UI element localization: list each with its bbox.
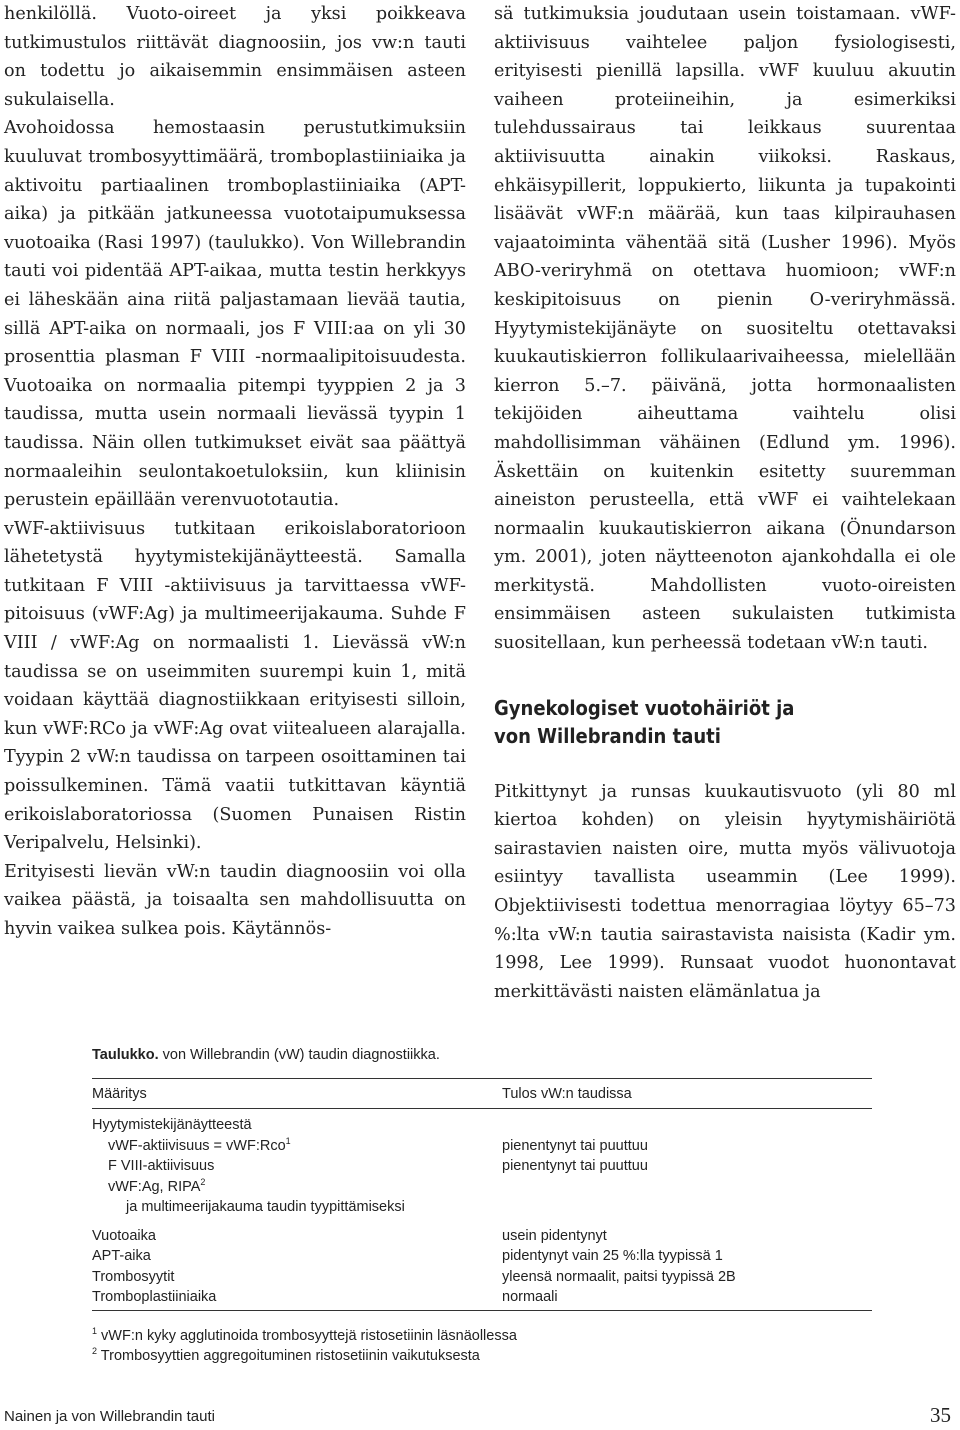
table-cell: pienentynyt tai puuttuu (502, 1138, 648, 1154)
table-cell: Tromboplastiiniaika (92, 1289, 217, 1305)
table-cell: ja multimeerijakauma taudin tyypittämiseksi (126, 1199, 405, 1215)
section-heading-line-1: Gynekologiset vuotohäiriöt ja (494, 695, 795, 720)
table-row (92, 1267, 872, 1288)
table-cell: pidentynyt vain 25 %:lla tyypissä 1 (502, 1248, 723, 1264)
table-cell-text: vWF:Ag, RIPA (108, 1179, 201, 1195)
footnote-marker: 1 (285, 1136, 291, 1146)
table-footnotes (92, 1326, 517, 1366)
table-cell: normaali (502, 1289, 558, 1305)
table-cell (108, 1177, 205, 1198)
left-text-column (4, 0, 466, 944)
footnote-marker: 2 (200, 1177, 206, 1187)
table-caption-label: Taulukko. (92, 1047, 159, 1063)
table-top-rule (92, 1078, 872, 1079)
footnote-marker: 1 (92, 1326, 98, 1336)
paragraph: vWF-aktiivisuus tutkitaan erikoislaboratorioon lähetetystä hyytymistekijänäytteestä. Samalla tutkitaan F VIII -aktiivisuus ja tarvittaessa vWF-pitoisuus (vWF:Ag) ja multimeerijakauma. Suhde F VIII / vWF:Ag on normaalisti 1. Lievässä vW:n taudissa se on useimmiten suurempi kuin 1, mitä voidaan käyttää diagnostiikkaan erityisesti silloin, kun vWF:RCo ja vWF:Ag ovat viitealueen alarajalla. Tyypin 2 vW:n taudissa on tarpeen osoittaminen tai poissulkeminen. Tämä vaatii tutkittavan käyntiä erikoislaboratoriossa (Suomen Punaisen Ristin Veripalvelu, Helsinki). (4, 518, 466, 854)
table-header-rule (92, 1108, 872, 1109)
table-cell: Trombosyytit (92, 1269, 175, 1285)
table-cell: APT-aika (92, 1248, 151, 1264)
page-number: 35 (930, 1403, 951, 1427)
section-heading-line-2: von Willebrandin tauti (494, 723, 721, 748)
footnote-text: Trombosyyttien aggregoituminen ristosetiinin vaikutuksesta (100, 1348, 480, 1364)
table-cell (108, 1136, 291, 1157)
footnote (92, 1326, 517, 1346)
table-cell: usein pidentynyt (502, 1228, 607, 1244)
table-header-row (92, 1084, 872, 1105)
footnote-marker: 2 (92, 1346, 98, 1356)
table-cell: yleensä normaalit, paitsi tyypissä 2B (502, 1269, 736, 1285)
footnote-text: vWF:n kyky agglutinoida trombosyyttejä ristosetiinin läsnäollessa (101, 1328, 517, 1344)
footnote (92, 1346, 517, 1366)
table-row (92, 1226, 872, 1247)
table-row (92, 1156, 872, 1177)
table-header-col1: Määritys (92, 1086, 147, 1102)
table-header-col2: Tulos vW:n taudissa (502, 1086, 632, 1102)
paragraph: henkilöllä. Vuoto-oireet ja yksi poikkeava tutkimustulos riittävät diagnoosiin, jos vw:n tauti on todettu jo aikaisemmin ensimmäisen asteen sukulaisella. (4, 4, 466, 110)
table-row (92, 1115, 872, 1136)
table-caption-text: von Willebrandin (vW) taudin diagnostiikka. (162, 1047, 440, 1063)
table-row (92, 1197, 872, 1218)
table-caption (92, 1047, 440, 1063)
running-title: Nainen ja von Willebrandin tauti (4, 1408, 215, 1425)
table-row (92, 1177, 872, 1198)
table-row (92, 1287, 872, 1308)
table-row (92, 1246, 872, 1267)
table-cell: Hyytymistekijänäytteestä (92, 1117, 252, 1133)
paragraph: Pitkittynyt ja runsas kuukautisvuoto (yli 80 ml kiertoa kohden) on yleisin hyytymishäiriötä sairastavien naisten oire, mutta myös välivuotoja esiintyy tavallista useammin (Lee 1999). Objektiivisesti todettua menorragiaa löytyy 65–73 %:lta vW:n tautia sairastavista naisista (Kadir ym. 1998, Lee 1999). Runsaat vuodot huonontavat merkittävästi naisten elämänlatua ja (494, 781, 956, 1002)
table-cell: F VIII-aktiivisuus (108, 1158, 215, 1174)
paragraph: Erityisesti lievän vW:n taudin diagnoosiin voi olla vaikea päästä, ja toisaalta sen mahdollisuutta on hyvin vaikea sulkea pois. Käytännös- (4, 861, 466, 939)
table-cell: pienentynyt tai puuttuu (502, 1158, 648, 1174)
paragraph: sä tutkimuksia joudutaan usein toistamaan. vWF-aktiivisuus vaihtelee paljon fysiologisesti, erityisesti pienillä lapsilla. vWF kuuluu akuutin vaiheen proteiineihin, ja esimerkiksi tulehdussairaus tai leikkaus suurentaa aktiivisuutta ainakin viikoksi. Raskaus, ehkäisypillerit, loppukierto, liikunta ja tupakointi lisäävät vWF:n määrää, kun taas kilpirauhasen vajaatoiminta vähentää sitä (Lusher 1996). Myös ABO-veriryhmä on otettava huomioon; vWF:n keskipitoisuus on pienin O-veriryhmässä. Hyytymistekijänäyte on suositeltu otettavaksi kuukautiskierron follikulaarivaiheessa, mielellään kierron 5.–7. päivänä, jotta hormonaalisten tekijöiden aiheuttama vaihtelu olisi mahdollisimman vähäinen (Edlund ym. 1996). Äskettäin on kuitenkin esitetty suuremman aineiston perusteella, että vWF ei vaihtelekaan normaalin kuukautiskierron aikana (Önundarson ym. 2001), joten näytteenoton ajankohdalla ei ole merkitystä. Mahdollisten vuoto-oireisten ensimmäisen asteen sukulaisten tutkimista suositellaan, kun perheessä todetaan vW:n tauti. (494, 4, 956, 654)
table-row (92, 1136, 872, 1157)
section-heading (494, 694, 910, 750)
paragraph: Avohoidossa hemostaasin perustutkimuksiin kuuluvat trombosyyttimäärä, tromboplastiiniaika ja aktivoitu partiaalinen tromboplastiiniaika (APT-aika) ja pitkään jatkuneessa vuototaipumuksessa vuotoaika (Rasi 1997) (taulukko). Von Willebrandin tauti voi pidentää APT-aikaa, mutta testin herkkyys ei läheskään aina riitä paljastamaan lievää tautia, sillä APT-aika on normaali, jos F VIII:aa on yli 30 prosenttia plasman F VIII -normaalipitoisuudesta. Vuotoaika on normaalia pitempi tyyppien 2 ja 3 taudissa, mutta usein normaali lievässä tyypin 1 taudissa. Näin ollen tutkimukset eivät saa päättyä normaaleihin seulontakoetuloksiin, kun kliinisin perustein epäillään verenvuototautia. (4, 118, 466, 511)
table-bottom-rule (92, 1310, 872, 1311)
right-text-column (494, 0, 956, 1006)
table-cell: Vuotoaika (92, 1228, 156, 1244)
table-cell-text: vWF-aktiivisuus = vWF:Rco (108, 1138, 286, 1154)
